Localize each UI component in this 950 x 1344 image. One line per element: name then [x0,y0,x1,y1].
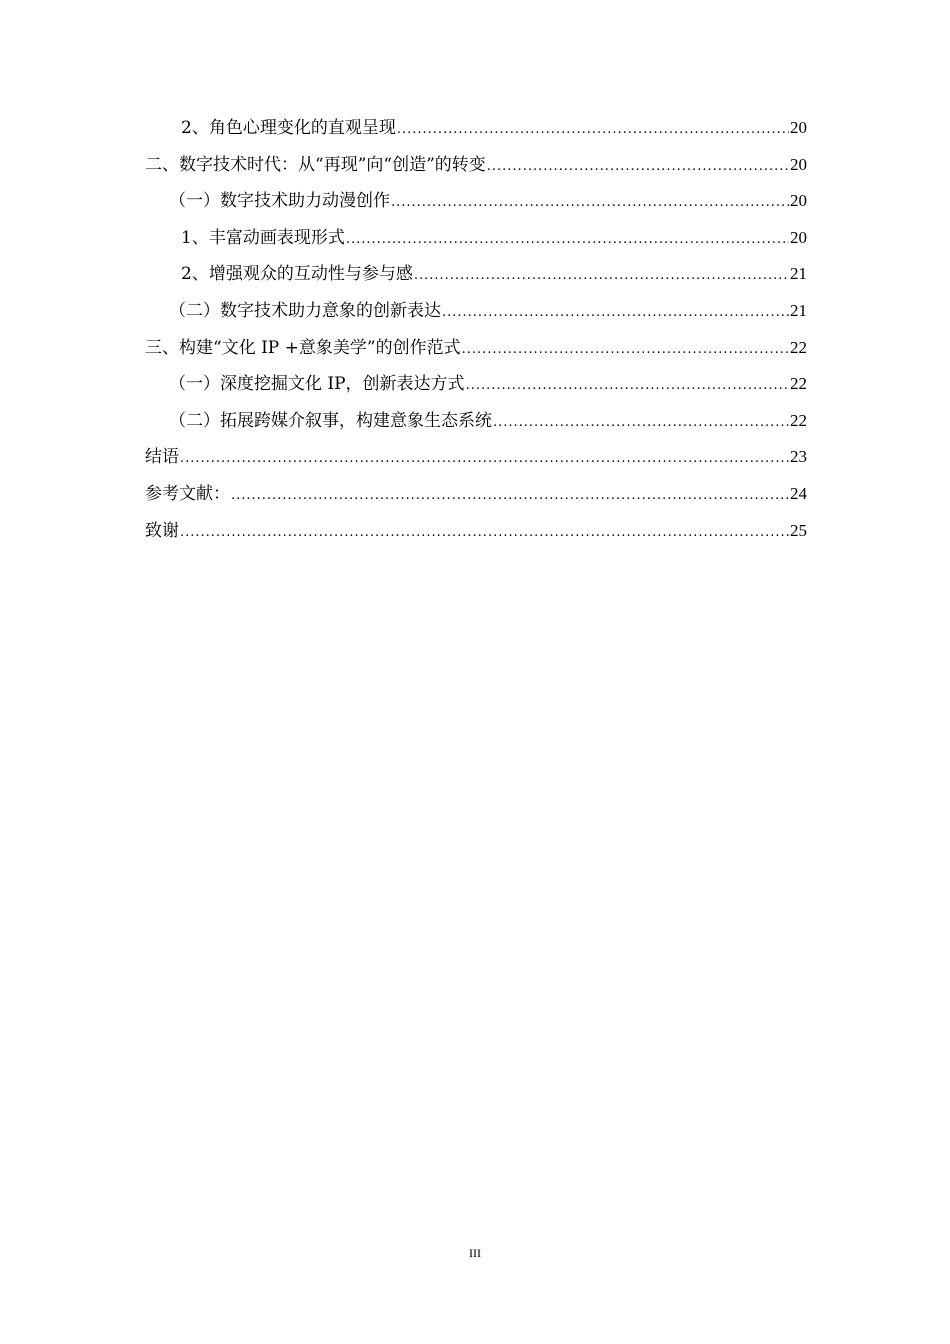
toc-entry[interactable] [145,256,807,293]
toc-entry-title: （一）数字技术助力动漫创作 [169,191,390,212]
toc-entry-title: （二）拓展跨媒介叙事，构建意象生态系统 [169,410,492,431]
toc-entry[interactable] [145,476,807,513]
toc-dot-leader [442,295,789,332]
toc-entry-title: 结语 [145,447,179,468]
toc-entry[interactable] [145,403,807,440]
toc-entry-page: 20 [790,154,807,174]
toc-entry-page: 22 [790,337,807,357]
toc-entry-title: 二、数字技术时代：从“再现”向“创造”的转变 [145,154,486,175]
toc-entry-page: 21 [790,300,807,320]
toc-dot-leader [231,478,789,515]
toc-dot-leader [466,368,789,405]
toc-entry-page: 24 [790,483,807,503]
toc-entry-page: 25 [790,520,807,540]
toc-dot-leader [487,149,789,186]
toc-dot-leader [397,112,789,149]
page-number: III [469,1246,481,1260]
toc-entry[interactable] [145,110,807,147]
toc-entry[interactable] [145,439,807,476]
toc-dot-leader [346,222,789,259]
toc-entry-title: 2、角色心理变化的直观呈现 [181,118,396,138]
toc-dot-leader [180,515,789,552]
toc-entry-title: 1、丰富动画表现形式 [181,227,345,248]
toc-entry[interactable] [145,513,807,550]
toc-entry-page: 22 [790,410,807,430]
toc-entry[interactable] [145,330,807,367]
toc-entry[interactable] [145,147,807,184]
toc-entry-title: （二）数字技术助力意象的创新表达 [169,300,441,321]
toc-dot-leader [391,185,789,222]
toc-dot-leader [414,258,789,295]
toc-dot-leader [180,441,789,478]
table-of-contents [145,110,807,549]
toc-entry[interactable] [145,220,807,257]
toc-entry-title: 参考文献： [145,483,230,504]
toc-entry-title: 2、增强观众的互动性与参与感 [181,264,413,285]
toc-entry-page: 20 [790,118,807,137]
toc-entry[interactable] [145,366,807,403]
toc-entry-page: 22 [790,374,807,394]
toc-dot-leader [462,332,789,369]
toc-entry[interactable] [145,183,807,220]
toc-entry-page: 21 [790,264,807,284]
toc-entry[interactable] [145,293,807,330]
toc-entry-page: 23 [790,447,807,467]
toc-entry-title: 三、构建“文化 IP +意象美学”的创作范式 [145,337,461,358]
toc-entry-title: 致谢 [145,520,179,541]
toc-dot-leader [493,405,789,442]
toc-entry-page: 20 [790,191,807,211]
toc-entry-page: 20 [790,227,807,247]
toc-entry-title: （一）深度挖掘文化 IP，创新表达方式 [169,374,465,395]
